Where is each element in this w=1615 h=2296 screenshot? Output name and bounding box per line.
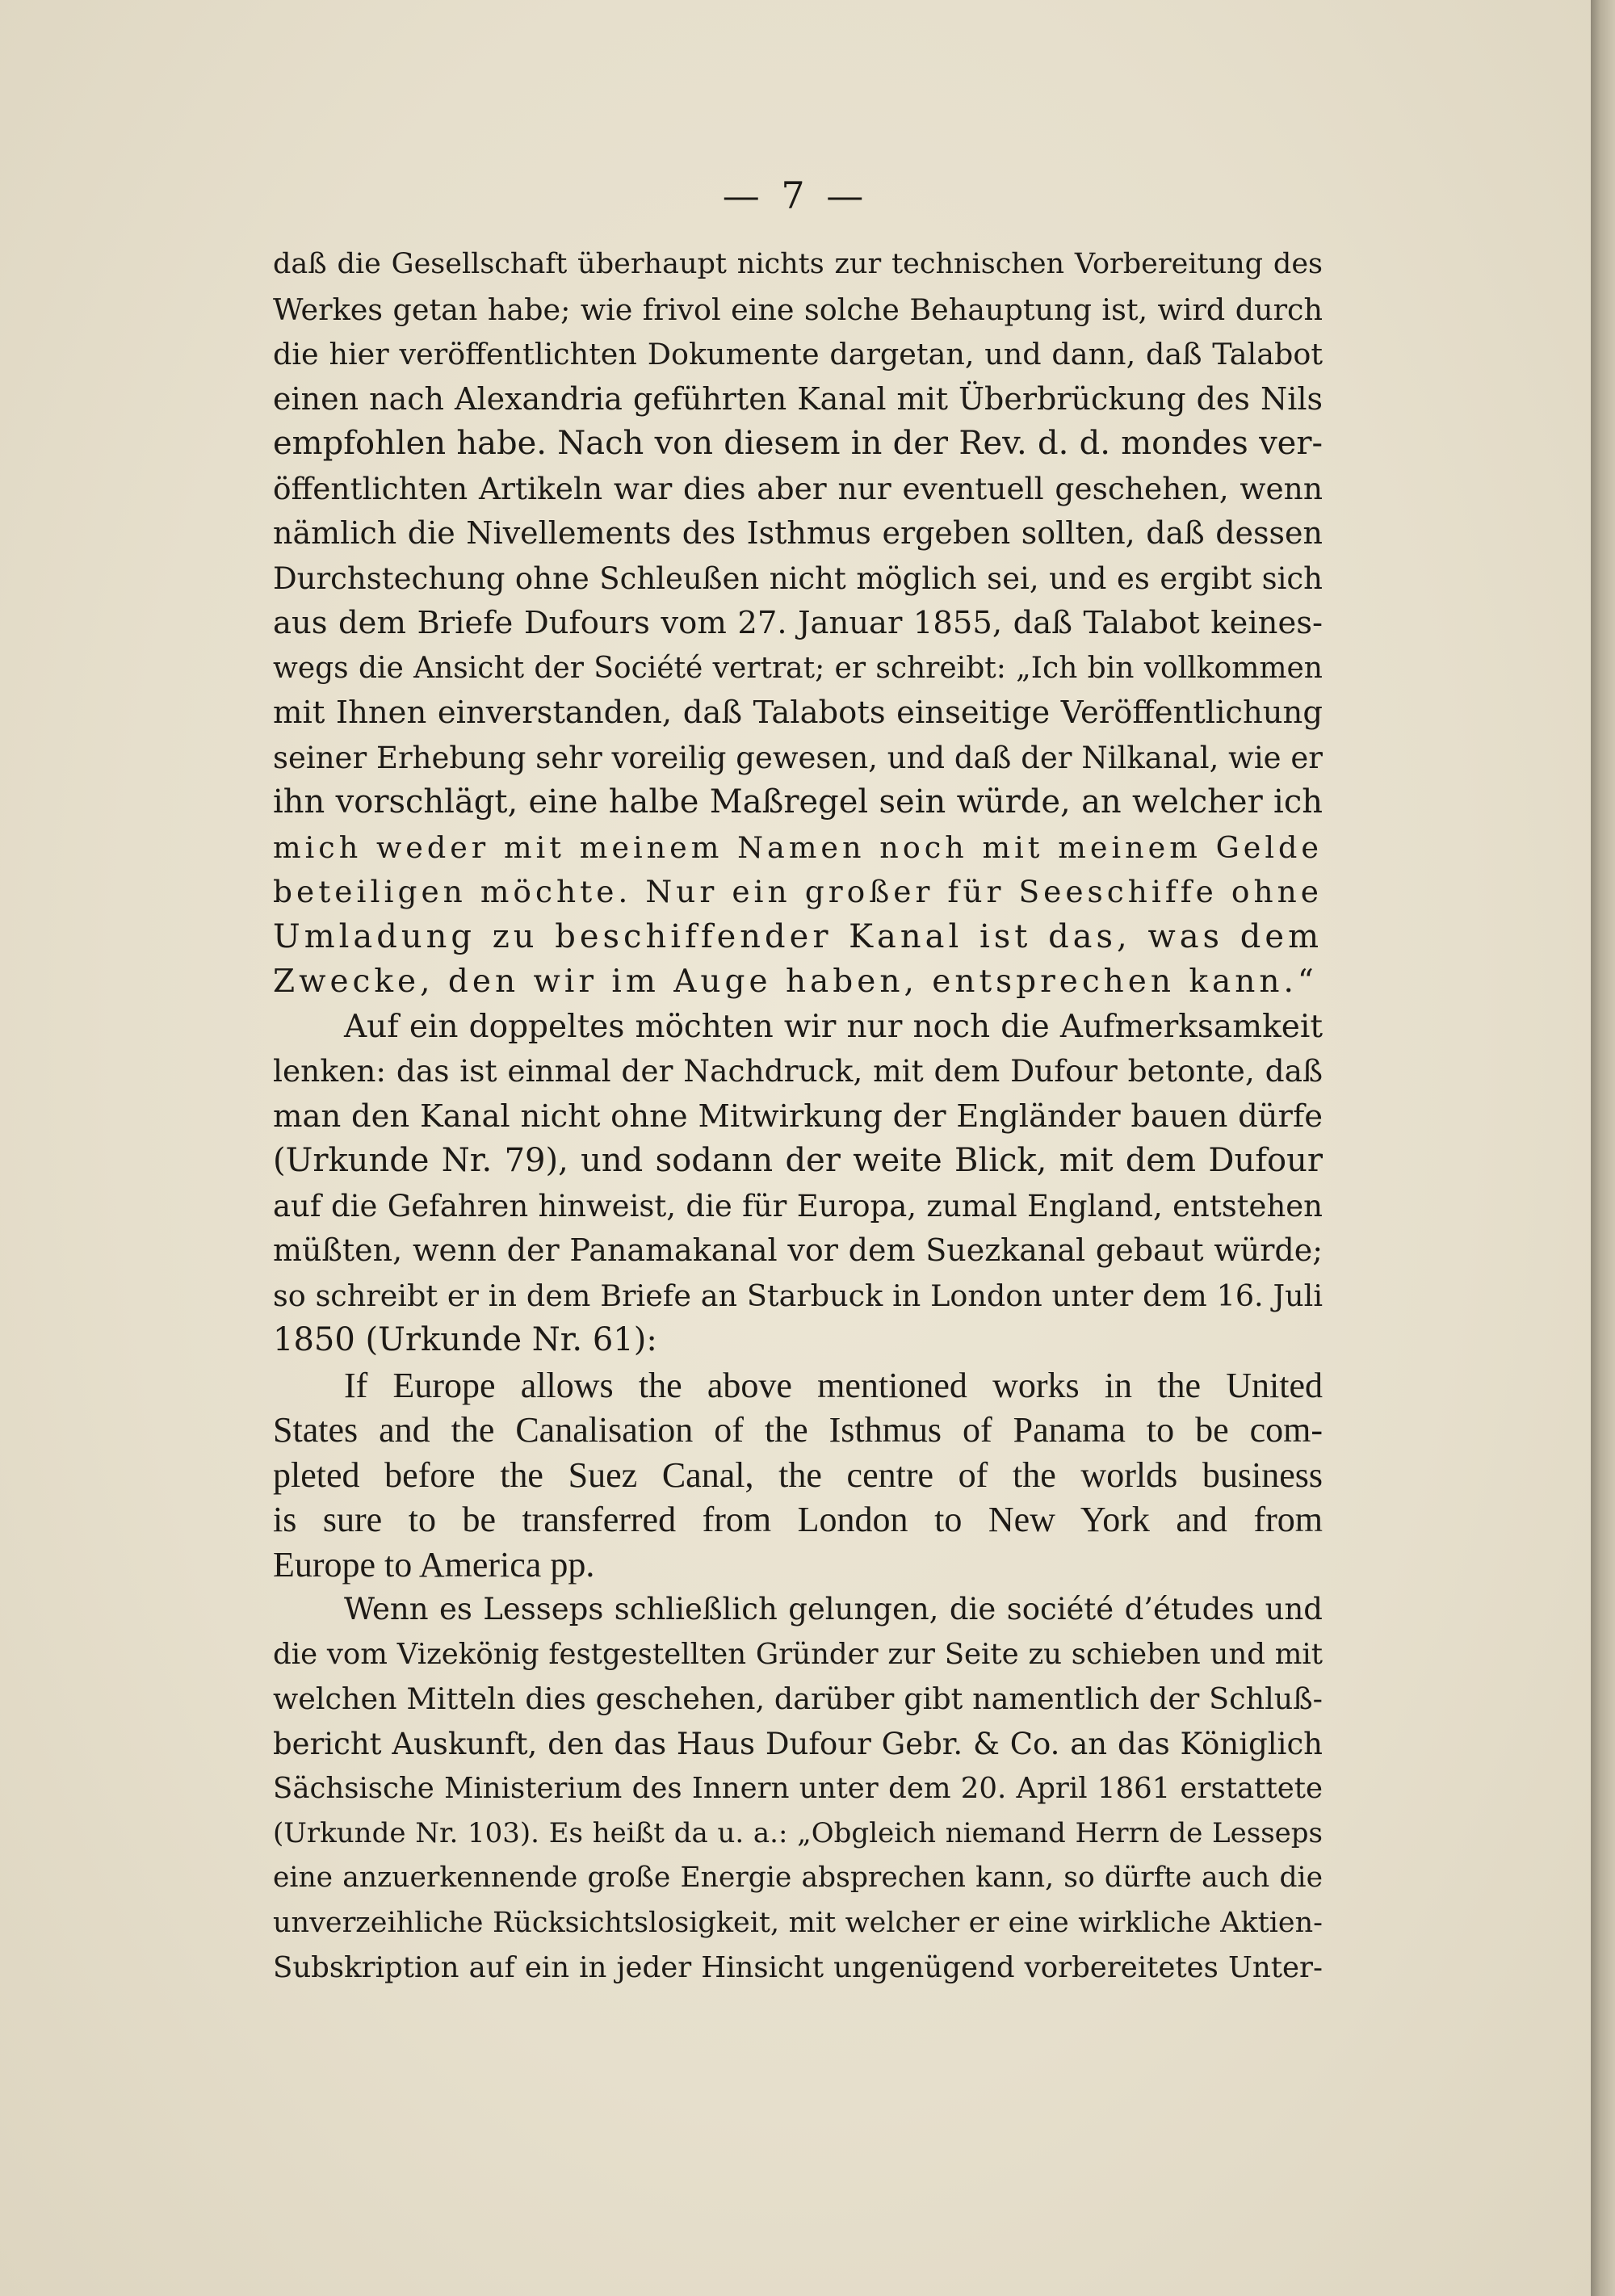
text-line: öffentlichten Artikeln war dies aber nur eventuell geschehen, wenn — [273, 470, 1323, 506]
text-line: lenken: das ist einmal der Nachdruck, mit dem Dufour betonte, daß — [273, 1053, 1323, 1089]
text-line: einen nach Alexandria geführten Kanal mit Überbrückung des Nils — [273, 380, 1323, 417]
text-line: seiner Erhebung sehr voreilig gewesen, und daß der Nilkanal, wie er — [273, 740, 1323, 775]
text-line: Zwecke, den wir im Auge haben, entsprechen kann.“ — [273, 963, 1318, 1000]
text-line: aus dem Briefe Dufours vom 27. Januar 1855, daß Talabot keines- — [273, 605, 1323, 641]
text-line: Auf ein doppeltes möchten wir nur noch die Aufmerksamkeit — [344, 1008, 1323, 1045]
text-line: eine anzuerkennende große Energie absprechen kann, so dürfte auch die — [273, 1862, 1323, 1894]
text-line: is sure to be transferred from London to New York and from — [273, 1500, 1323, 1539]
text-line: (Urkunde Nr. 79), und sodann der weite Blick, mit dem Dufour — [273, 1142, 1323, 1179]
text-line: mit Ihnen einverstanden, daß Talabots einseitige Veröffentlichung — [273, 695, 1323, 731]
text-line: Durchstechung ohne Schleußen nicht möglich sei, und es ergibt sich — [273, 560, 1323, 596]
text-line: States and the Canalisation of the Isthmus of Panama to be com- — [273, 1410, 1323, 1450]
text-line: unverzeihliche Rücksichtslosigkeit, mit welcher er eine wirkliche Aktien- — [273, 1906, 1323, 1939]
text-line: die vom Vizekönig festgestellten Gründer zur Seite zu schieben und mit — [273, 1637, 1323, 1671]
text-line: (Urkunde Nr. 103). Es heißt da u. a.: „Obgleich niemand Herrn de Lesseps — [273, 1816, 1323, 1849]
text-line: man den Kanal nicht ohne Mitwirkung der Engländer bauen dürfe — [273, 1098, 1323, 1135]
text-line: If Europe allows the above mentioned works in the United — [344, 1365, 1323, 1405]
text-line: 1850 (Urkunde Nr. 61): — [273, 1321, 657, 1358]
text-line: welchen Mitteln dies geschehen, darüber gibt namentlich der Schluß- — [273, 1681, 1323, 1716]
page-edge — [1591, 0, 1615, 2296]
text-line: auf die Gefahren hinweist, die für Europa, zumal England, entstehen — [273, 1188, 1323, 1224]
page-number: — 7 — — [722, 174, 869, 217]
text-line: bericht Auskunft, den das Haus Dufour Gebr. & Co. an das Königlich — [273, 1726, 1323, 1761]
text-line: nämlich die Nivellements des Isthmus ergeben sollten, daß dessen — [273, 515, 1323, 551]
text-line: beteiligen möchte. Nur ein großer für Seeschiffe ohne — [273, 874, 1323, 909]
text-line: müßten, wenn der Panamakanal vor dem Suezkanal gebaut würde; — [273, 1232, 1323, 1268]
text-line: ihn vorschlägt, eine halbe Maßregel sein würde, an welcher ich — [273, 783, 1323, 821]
text-line: mich weder mit meinem Namen noch mit meinem Gelde — [273, 829, 1323, 865]
text-line: Werkes getan habe; wie frivol eine solche Behauptung ist, wird durch — [273, 292, 1323, 327]
text-line: pleted before the Suez Canal, the centre of the worlds business — [273, 1454, 1323, 1495]
text-line: daß die Gesellschaft überhaupt nichts zur technischen Vorbereitung des — [273, 248, 1323, 280]
text-line: Sächsische Ministerium des Innern unter dem 20. April 1861 erstattete — [273, 1772, 1323, 1805]
text-line: Umladung zu beschiffender Kanal ist das, was dem — [273, 917, 1323, 955]
text-line: wegs die Ansicht der Société vertrat; er schreibt: „Ich bin vollkommen — [273, 651, 1323, 685]
text-line: empfohlen habe. Nach von diesem in der Rev. d. d. mondes ver- — [273, 425, 1323, 462]
text-line: Europe to America pp. — [273, 1544, 595, 1585]
text-line: so schreibt er in dem Briefe an Starbuck in London unter dem 16. Juli — [273, 1278, 1323, 1313]
body-text — [273, 242, 1323, 1991]
text-line: Wenn es Lesseps schließlich gelungen, die société d’études und — [344, 1592, 1323, 1627]
text-line: Subskription auf ein in jeder Hinsicht ungenügend vorbereitetes Unter- — [273, 1951, 1323, 1984]
text-line: die hier veröffentlichten Dokumente dargetan, und dann, daß Talabot — [273, 337, 1323, 371]
